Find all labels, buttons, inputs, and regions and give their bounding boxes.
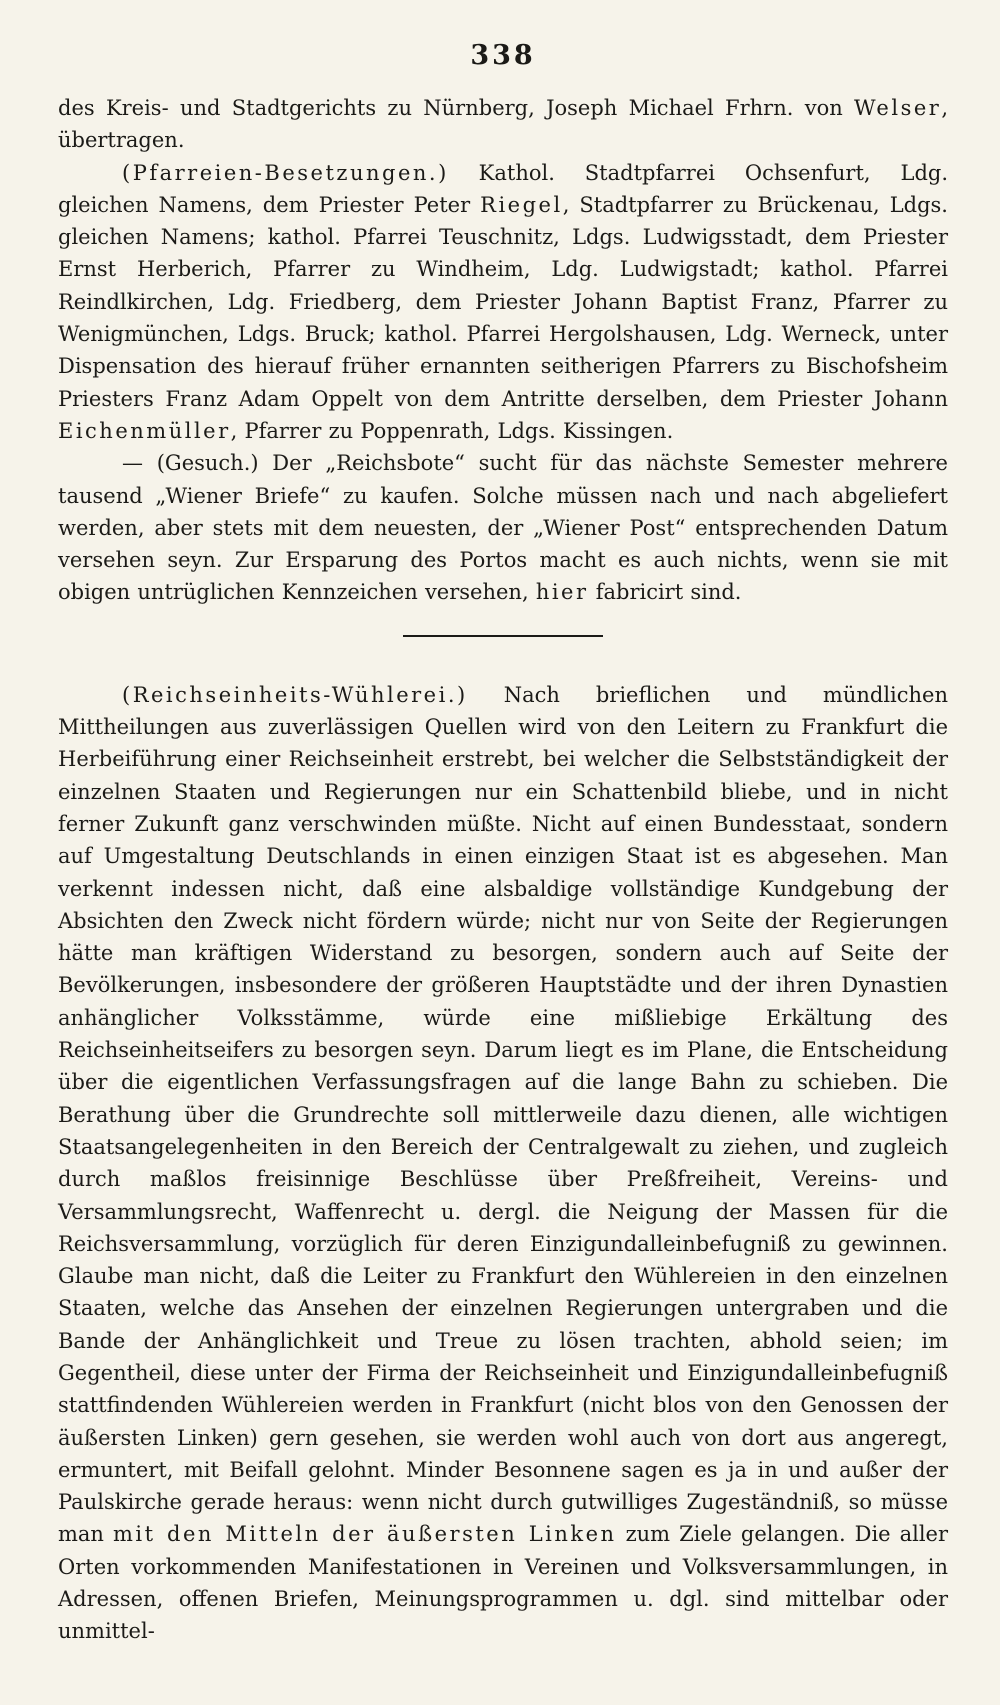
paragraph-text: — (Gesuch.) Der „Reichsbote“ sucht für das nächste Semester mehrere tausend „Wiener Briefe“ zu kaufen. Solche müssen nach und nach abgeliefert werden, aber stets mit dem neuesten, der „Wiener Post“ entsprechenden Datum versehen seyn. Zur Ersparung des Portos macht es auch nichts, wenn sie mit obigen untrüglichen Kennzeichen versehen, bbox=[58, 451, 948, 605]
paragraph-text: , Pfarrer zu Poppenrath, Ldgs. Kissingen. bbox=[230, 418, 674, 443]
paragraph-continuation bbox=[58, 92, 948, 157]
spaced-word: hier bbox=[535, 580, 589, 605]
paragraph-gesuch bbox=[58, 447, 948, 608]
page-number: 338 bbox=[470, 40, 536, 71]
paragraph-text: , übertragen. bbox=[58, 96, 948, 153]
paragraph-text: fabricirt sind. bbox=[588, 580, 742, 605]
paragraph-pfarreien bbox=[58, 157, 948, 448]
section-heading: (Reichseinheits-Wühlerei.) bbox=[122, 682, 468, 707]
paragraph-text: , Stadtpfarrer zu Brückenau, Ldgs. gleichen Namens; kathol. Pfarrei Teuschnitz, Ldgs. Ludwigsstadt, dem Priester Ernst Herberich, Pfarrer zu Windheim, Ldg. Ludwigstadt; kathol. Pfarrei Reindlkirchen, Ldg. Friedberg, dem Priester Johann Baptist Franz, Pfarrer zu Wenigmünchen, Ldgs. Bruck; kathol. Pfarrei Hergolshausen, Ldg. Werneck, unter Dispensation des hierauf früher ernannten seitherigen Pfarrers zu Bischofsheim Priesters Franz Adam Oppelt von dem Antritte derselben, dem Priester Johann bbox=[58, 192, 948, 411]
spaced-name: Welser bbox=[854, 96, 942, 120]
section-divider bbox=[403, 635, 603, 637]
paragraph-text: Kathol. Stadtpfarrei Ochsenfurt, Ldg. gleichen Namens, dem Priester Peter bbox=[58, 160, 948, 217]
paragraph-text: Nach brieflichen und mündlichen Mittheilungen aus zuverlässigen Quellen wird von den Leitern zu Frankfurt die Herbeiführung einer Reichseinheit erstrebt, bei welcher die Selbstständigkeit der einzelnen Staaten und Regierungen nur ein Schattenbild bliebe, und in nicht ferner Zukunft ganz verschwinden müßte. Nicht auf einen Bundesstaat, sondern auf Umgestaltung Deutschlands in einen einzigen Staat ist es abgesehen. Man verkennt indessen nicht, daß eine alsbaldige vollständige Kundgebung der Absichten den Zweck nicht fördern würde; nicht nur von Seite der Regierungen hätte man kräftigen Widerstand zu besorgen, sondern auch auf Seite der Bevölkerungen, insbesondere der größeren Hauptstädte und der ihren Dynastien anhänglicher Volksstämme, würde eine mißliebige Erkältung des Reichseinheitseifers zu besorgen seyn. Darum liegt es im Plane, die Entscheidung über die eigentlichen Verfassungsfragen auf die lange Bahn zu schieben. Die Berathung über die Grundrechte soll mittlerweile dazu dienen, alle wichtigen Staatsangelegenheiten in den Bereich der Centralgewalt zu ziehen, und zugleich durch maßlos freisinnige Beschlüsse über Preßfreiheit, Vereins- und Versammlungsrecht, Waffenrecht u. dergl. die Neigung der Massen für die Reichsversammlung, vorzüglich für deren Einzigundalleinbefugniß zu gewinnen. Glaube man nicht, daß die Leiter zu Frankfurt den Wühlereien in den einzelnen Staaten, welche das Ansehen der einzelnen Regierungen untergraben und die Bande der Anhänglichkeit und Treue zu lösen trachten, abhold seien; im Gegentheil, diese unter der Firma der Reichseinheit und Einzigundalleinbefugniß stattfindenden Wühlereien werden in Frankfurt (nicht blos von den Genossen der äußersten Linken) gern gesehen, sie werden wohl auch von dort aus angeregt, ermuntert, mit Beifall gelohnt. Minder Besonnene sagen es ja in und außer der Paulskirche gerade heraus: wenn nicht durch gutwilliges Zugeständniß, so müsse man bbox=[58, 682, 948, 1547]
spaced-name: Riegel bbox=[480, 192, 563, 217]
spaced-phrase: mit den Mitteln der äußersten Linken bbox=[112, 1522, 617, 1547]
paragraph-text: zum Ziele gelangen. Die aller Orten vorkommenden Manifestationen in Vereinen und Volksversammlungen, in Adressen, offenen Briefen, Meinungsprogrammen u. dgl. sind mittelbar oder unmittel- bbox=[58, 1522, 948, 1644]
paragraph-reichseinheit bbox=[58, 679, 948, 1648]
spaced-name: Eichenmüller bbox=[58, 418, 231, 443]
paragraph-text: des Kreis- und Stadtgerichts zu Nürnberg, Joseph Michael Frhrn. von bbox=[58, 96, 855, 120]
section-heading: (Pfarreien-Besetzungen.) bbox=[122, 160, 449, 185]
